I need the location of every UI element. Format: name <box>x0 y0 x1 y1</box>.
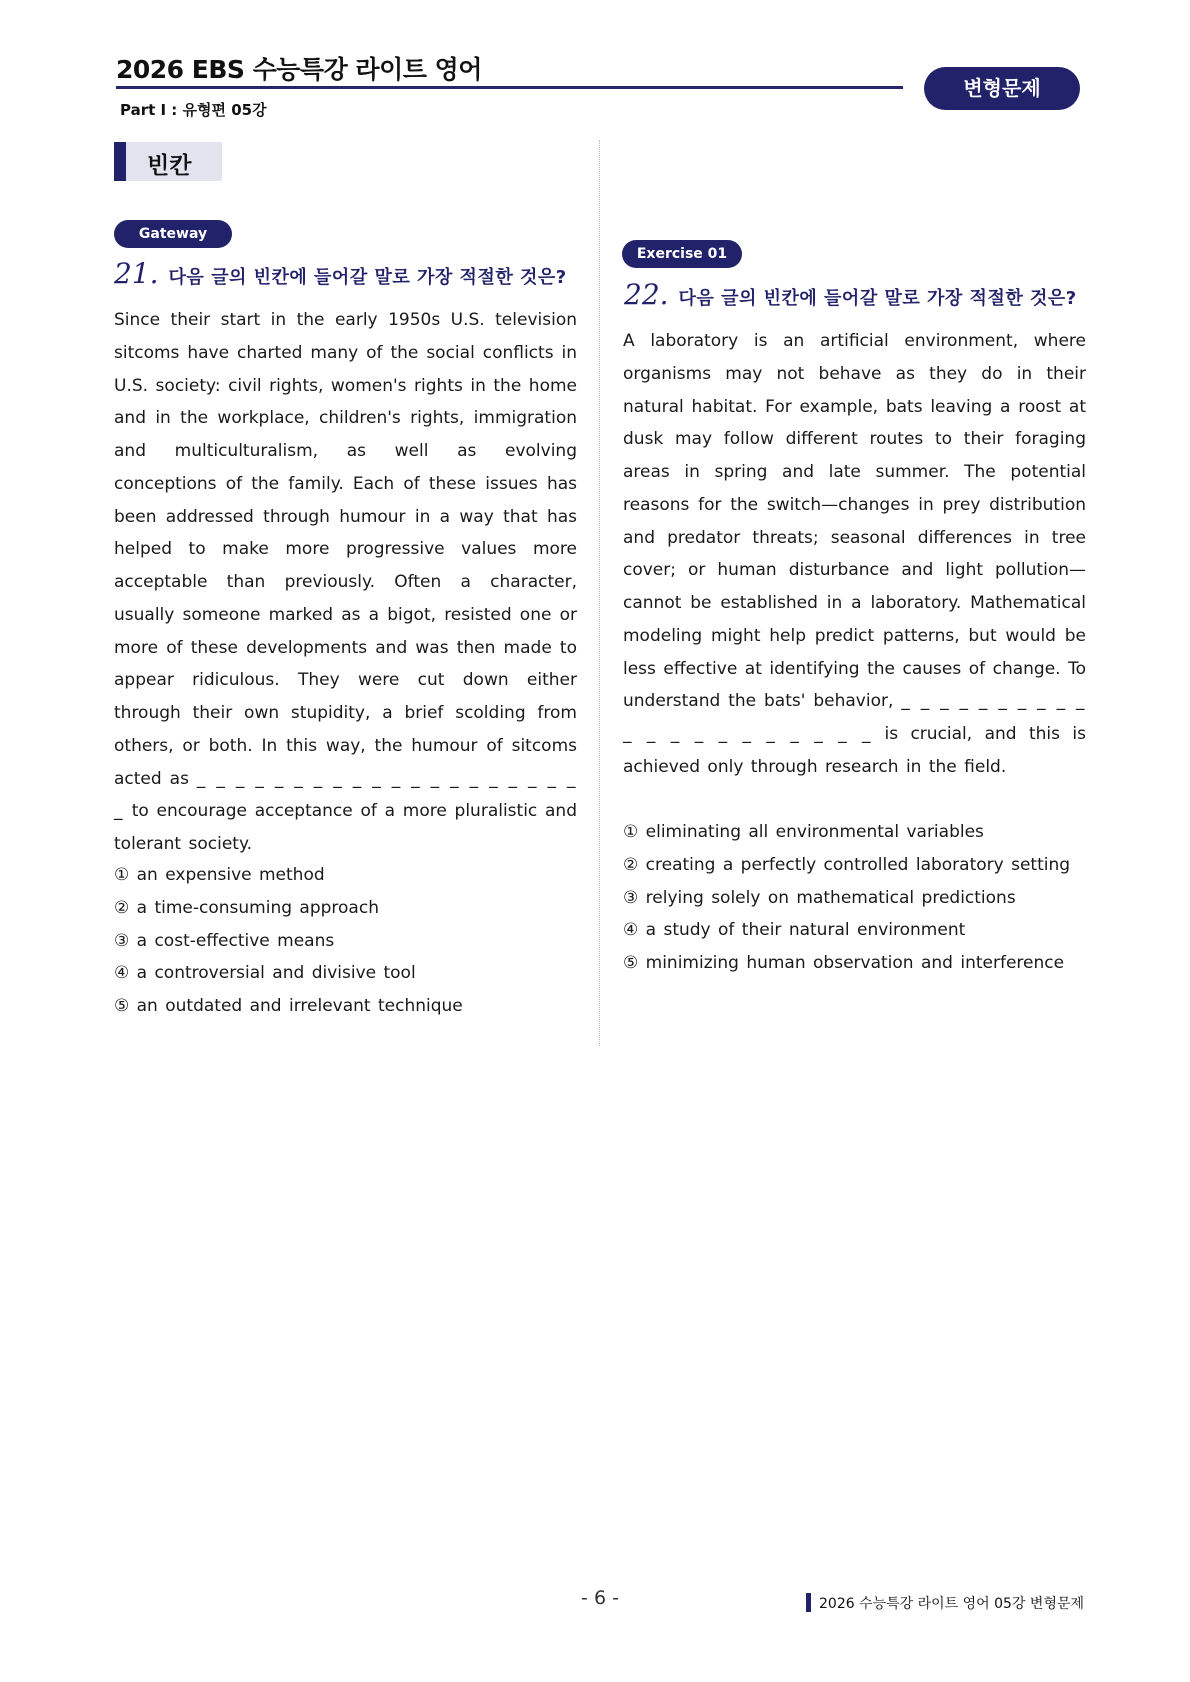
document-title: 2026 EBS 수능특강 라이트 영어 <box>116 55 482 84</box>
question-22-passage <box>623 325 1086 784</box>
answer-choice[interactable]: ① an expensive method <box>114 865 325 885</box>
passage-text: Since their start in the early 1950s U.S. television sitcoms have charted many of the social conflicts in U.S. society: civil rights, women's rights in the home and in the workplace, children's rights, immigration and multiculturalism, as well as evolving conceptions of the family. Each of these issues has been addressed through humour in a way that has helped to make more progressive values more acceptable than previously. Often a character, usually someone marked as a bigot, resisted one or more of these developments and was then made to appear ridiculous. They were cut down either through their own stupidity, a brief scolding from others, or both. In this way, the humour of sitcoms acted as <box>114 310 577 789</box>
exercise-tag: Exercise 01 <box>622 240 742 268</box>
section-heading-bar <box>114 142 126 181</box>
answer-choice[interactable]: ④ a study of their natural environment <box>623 920 966 941</box>
passage-text: to encourage acceptance of a more pluralistic and tolerant society. <box>114 801 577 854</box>
question-21-prompt: 다음 글의 빈칸에 들어갈 말로 가장 적절한 것은? <box>168 267 567 288</box>
answer-choice[interactable]: ② creating a perfectly controlled laboratory setting <box>623 854 1071 875</box>
header-rule <box>116 86 903 89</box>
answer-choice[interactable]: ③ relying solely on mathematical predictions <box>623 887 1016 908</box>
part-subtitle: Part Ⅰ : 유형편 05강 <box>120 101 267 119</box>
column-divider <box>599 140 600 1046</box>
question-21-passage <box>114 304 577 861</box>
question-22-header <box>624 278 1077 311</box>
passage-text: is crucial, and this is achieved only through research in the field. <box>623 724 1086 777</box>
answer-choice[interactable]: ④ a controversial and divisive tool <box>114 963 416 984</box>
passage-text: A laboratory is an artificial environment, where organisms may not behave as they do in their natural habitat. For example, bats leaving a roost at dusk may follow different routes to their foraging areas in spring and late summer. The potential reasons for the switch—changes in prey distribution and predator threats; seasonal differences in tree cover; or human disturbance and light pollution—cannot be established in a laboratory. Mathematical modeling might help predict patterns, but would be less effective at identifying the causes of change. To understand the bats' behavior, <box>623 331 1086 712</box>
problem-type-badge: 변형문제 <box>924 67 1080 110</box>
answer-blank: _ _ _ _ _ _ _ _ _ _ _ _ _ _ _ _ _ _ _ _ _ <box>623 691 1087 744</box>
question-22-prompt: 다음 글의 빈칸에 들어갈 말로 가장 적절한 것은? <box>678 288 1077 309</box>
question-22-number: 22. <box>624 278 669 311</box>
answer-choice[interactable]: ⑤ an outdated and irrelevant technique <box>114 996 463 1016</box>
answer-choice[interactable]: ③ a cost-effective means <box>114 930 335 951</box>
answer-choice[interactable]: ⑤ minimizing human observation and interference <box>623 953 1065 973</box>
answer-choice[interactable]: ② a time-consuming approach <box>114 897 379 918</box>
question-21-number: 21. <box>114 257 159 290</box>
question-21-header <box>114 257 567 290</box>
footer-title-text: 2026 수능특강 라이트 영어 05강 변형문제 <box>819 1596 1085 1612</box>
page-number: - 6 - <box>581 1587 619 1609</box>
footer-title <box>806 1593 1084 1613</box>
question-22-choices <box>623 816 1086 980</box>
answer-choice[interactable]: ① eliminating all environmental variables <box>623 822 984 842</box>
gateway-tag: Gateway <box>114 220 232 248</box>
section-heading-label: 빈칸 <box>147 153 192 179</box>
question-21-choices <box>114 859 577 1023</box>
answer-blank: _ _ _ _ _ _ _ _ _ _ _ _ _ _ _ _ _ _ _ _ _ <box>114 768 577 822</box>
footer-bar <box>806 1593 811 1612</box>
section-heading <box>114 142 222 181</box>
